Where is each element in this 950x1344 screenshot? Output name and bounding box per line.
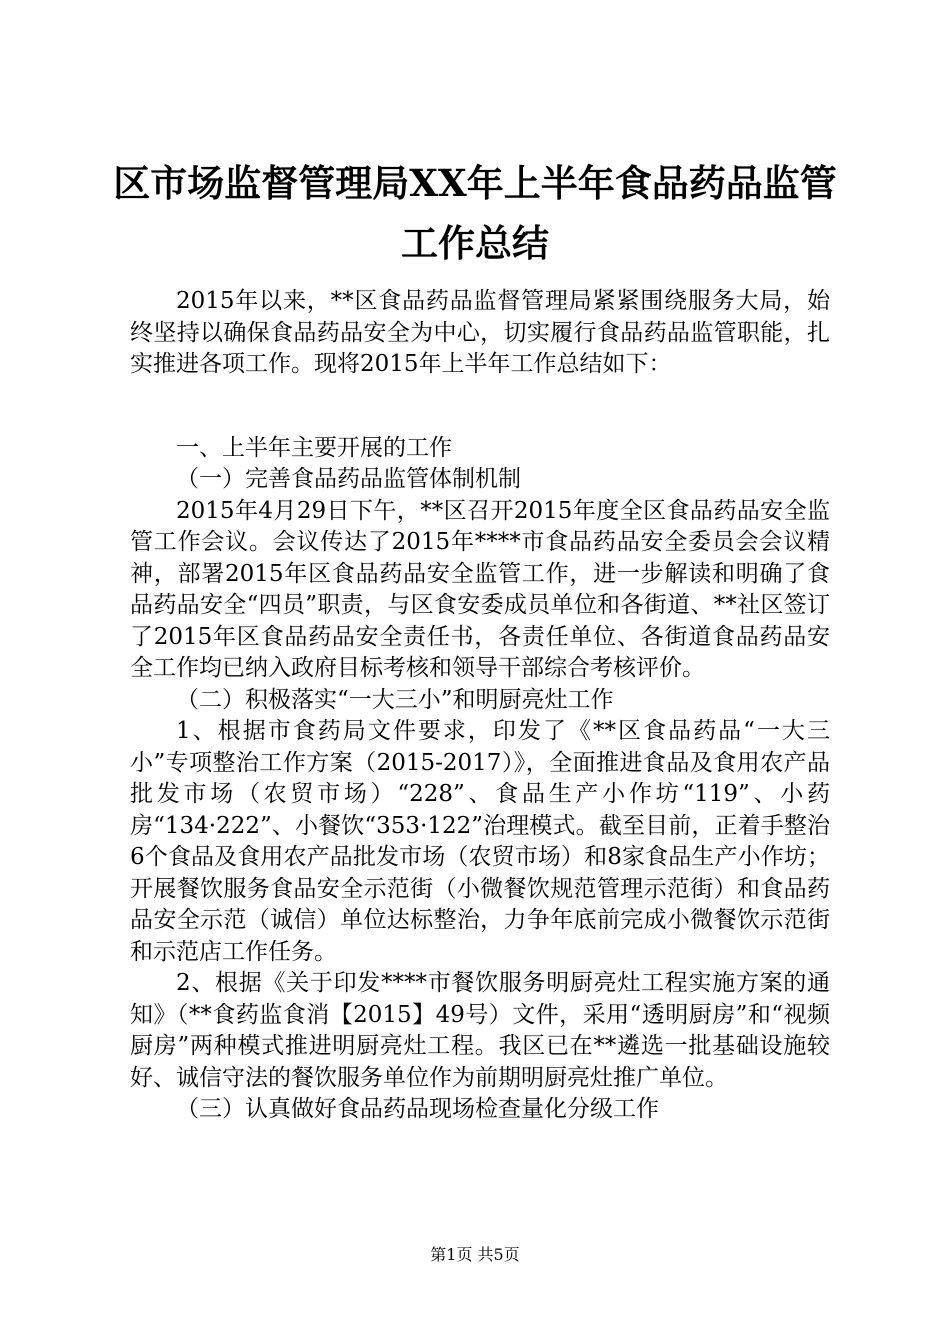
document-body — [130, 286, 830, 1126]
intro-paragraph: 2015年以来，**区食品药品监督管理局紧紧围绕服务大局，始终坚持以确保食品药品安全为中心，切实履行食品药品监管职能，扎实推进各项工作。现将2015年上半年工作总结如下： — [130, 288, 830, 377]
subsection-1-paragraph: 2015年4月29日下午，**区召开2015年度全区食品药品安全监管工作会议。会议传达了2015年****市食品药品安全委员会会议精神，部署2015年区食品药品安全监管工作，进一步解读和明确了食品药品安全“四员”职责，与区食安委成员单位和各街道、**社区签订了2015年区食品药品安全责任书，各责任单位、各街道食品药品安全工作均已纳入政府目标考核和领导干部综合考核评价。 — [130, 497, 830, 681]
spacer — [130, 381, 830, 433]
subsection-2-paragraph-2: 2、根据《关于印发****市餐饮服务明厨亮灶工程实施方案的通知》（**食药监食消【2015】49号）文件，采用“透明厨房”和“视频厨房”两种模式推进明厨亮灶工程。我区已在**遴选一批基础设施较好、诚信守法的餐饮服务单位作为前期明厨亮灶推广单位。 — [130, 970, 830, 1091]
subsection-heading-3: （三）认真做好食品药品现场检查量化分级工作 — [176, 1096, 659, 1122]
subsection-2-paragraph-1: 1、根据市食药局文件要求，印发了《**区食品药品“一大三小”专项整治工作方案（2015-2017）》，全面推进食品及食用农产品批发市场（农贸市场）“228”、食品生产小作坊“119”、小药房“134·222”、小餐饮“353·122”治理模式。截至目前，正着手整治6个食品及食用农产品批发市场（农贸市场）和8家食品生产小作坊；开展餐饮服务食品安全示范街（小微餐饮规范管理示范街）和食品药品安全示范（诚信）单位达标整治，力争年底前完成小微餐饮示范街和示范店工作任务。 — [130, 718, 830, 965]
subsection-heading-2: （二）积极落实“一大三小”和明厨亮灶工作 — [176, 686, 614, 713]
page-footer: 第1页 共5页 — [430, 1245, 520, 1264]
document-title-line1: 区市场监督管理局XX年上半年食品药品监管 — [113, 161, 837, 205]
section-heading-1: 一、上半年主要开展的工作 — [176, 434, 452, 461]
document-title-line2: 工作总结 — [401, 221, 549, 265]
subsection-heading-1: （一）完善食品药品监管体制机制 — [176, 466, 521, 492]
